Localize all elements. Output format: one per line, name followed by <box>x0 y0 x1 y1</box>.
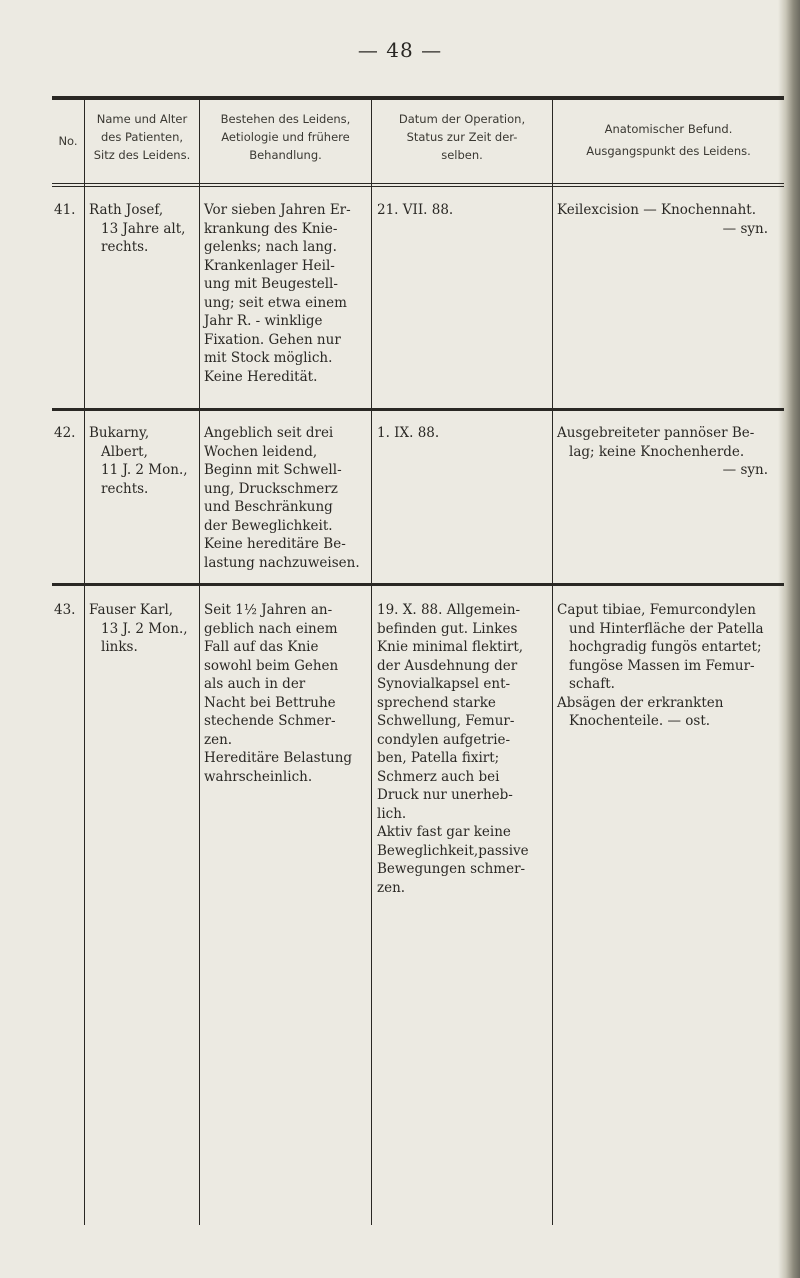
row-42-no: 42. <box>54 425 76 441</box>
header-duration: Bestehen des Leidens, Aetiologie und frühere Behandlung. <box>220 112 351 162</box>
row-43-date: 19. X. 88. Allgemein- befinden gut. Linkes Knie minimal flektirt, der Ausdehnung der Synovialkapsel ent- sprechend starke Schwellung, Femur- condylen aufgetrie- ben, Patella fixirt; Schmerz auch bei Druck nur unerheb- lich. Aktiv fast gar keine Beweglichkeit,passive Bewegungen schmer- zen. <box>377 602 529 896</box>
header-bottom-rule-double <box>52 186 784 187</box>
column-line-1 <box>84 97 85 1225</box>
row-41-finding-suffix: — syn. <box>722 221 768 237</box>
row-41-finding: Keilexcision — Knochennaht. <box>557 202 756 218</box>
header-finding: Anatomischer Befund. Ausgangspunkt des Leidens. <box>586 122 751 158</box>
row-divider-41-42 <box>52 408 784 411</box>
header-date: Datum der Operation, Status zur Zeit der- selben. <box>398 112 526 162</box>
row-41-duration: Vor sieben Jahren Er- krankung des Knie- gelenks; nach lang. Krankenlager Heil- ung mit Beugestell- ung; seit etwa einem Jahr R. - winklige Fixation. Gehen nur mit Stock möglich. Keine Heredität. <box>204 202 351 385</box>
row-41-date: 21. VII. 88. <box>377 202 454 218</box>
row-42-duration: Angeblich seit drei Wochen leidend, Beginn mit Schwell- ung, Druckschmerz und Beschränkung der Beweglichkeit. Keine hereditäre Be- lastung nachzuweisen. <box>204 425 360 571</box>
row-43-finding: Caput tibiae, Femurcondylen und Hinterfläche der Patella hochgradig fungös entartet; fungöse Massen im Femur- schaft. Absägen der erkrankten Knochenteile. — ost. <box>557 602 764 729</box>
column-line-4 <box>552 97 553 1225</box>
column-line-2 <box>199 97 200 1225</box>
table-top-rule <box>52 96 784 100</box>
row-43-name: Fauser Karl, 13 J. 2 Mon., links. <box>89 602 188 655</box>
header-bottom-rule <box>52 183 784 184</box>
row-42-finding-suffix: — syn. <box>722 462 768 478</box>
header-name: Name und Alter des Patienten, Sitz des Leidens. <box>93 112 191 162</box>
row-41-no: 41. <box>54 202 76 218</box>
page-edge-shadow <box>778 0 800 1278</box>
row-42-name: Bukarny, Albert, 11 J. 2 Mon., rechts. <box>89 425 188 497</box>
row-43-no: 43. <box>54 602 76 618</box>
row-41-name: Rath Josef, 13 Jahre alt, rechts. <box>89 202 186 255</box>
row-43-duration: Seit 1½ Jahren an- geblich nach einem Fall auf das Knie sowohl beim Gehen als auch in der Nacht bei Bettruhe stechende Schmer- zen. Hereditäre Belastung wahrscheinlich. <box>204 602 353 785</box>
row-divider-42-43 <box>52 583 784 586</box>
row-42-date: 1. IX. 88. <box>377 425 440 441</box>
page-number: — 48 — <box>357 38 443 62</box>
header-no: No. <box>58 134 78 148</box>
column-line-3 <box>371 97 372 1225</box>
row-42-finding: Ausgebreiteter pannöser Be- lag; keine Knochenherde. <box>557 425 755 460</box>
